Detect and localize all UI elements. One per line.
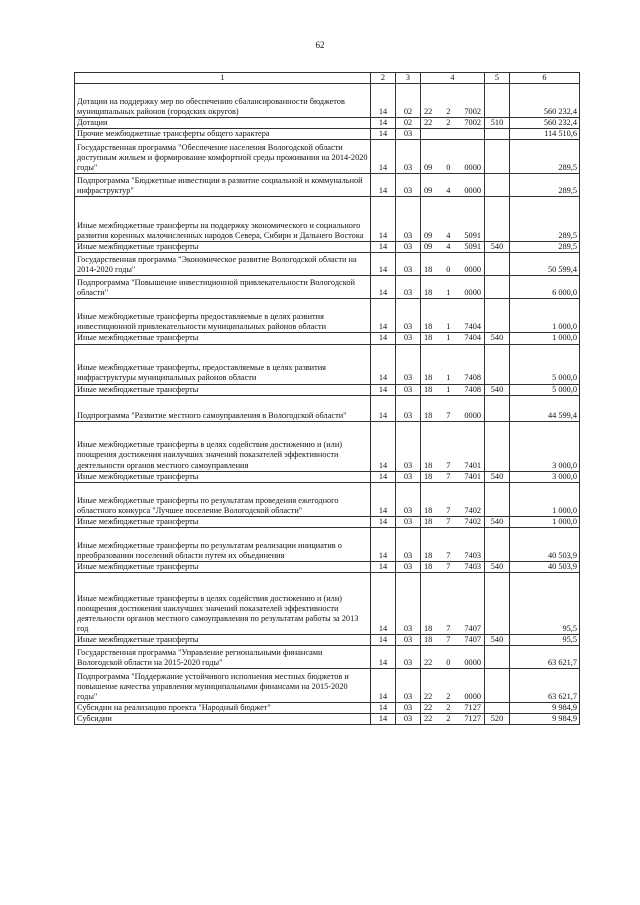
table-row (75, 572, 580, 634)
row-amount: 289,5 (510, 174, 580, 197)
table-row (75, 140, 580, 174)
row-expense-type: 520 (485, 714, 510, 725)
target-code-part: 22 (424, 703, 433, 713)
row-expense-type (485, 174, 510, 197)
target-code-part: 18 (424, 384, 433, 394)
row-target-code (421, 482, 485, 516)
target-code-part: 7 (446, 561, 451, 571)
row-subsection: 03 (396, 421, 421, 471)
row-subsection: 03 (396, 242, 421, 253)
row-target-code (421, 299, 485, 333)
row-amount: 95,5 (510, 634, 580, 645)
table-row (75, 384, 580, 395)
header-col-3: 3 (396, 73, 421, 84)
target-code-part: 7 (446, 505, 451, 515)
row-name: Иные межбюджетные трансферты на поддержку экономического и социального развития коренных малочисленных народов Севера, Сибири и Дальнего Востока (75, 197, 371, 242)
target-code-part: 4 (446, 186, 451, 196)
row-section: 14 (371, 174, 396, 197)
target-code-part: 0000 (464, 163, 481, 173)
table-row (75, 714, 580, 725)
table-row (75, 299, 580, 333)
header-col-1: 1 (75, 73, 371, 84)
row-amount: 289,5 (510, 197, 580, 242)
row-subsection: 03 (396, 140, 421, 174)
target-code-part: 18 (424, 288, 433, 298)
row-subsection: 03 (396, 253, 421, 276)
table-row (75, 242, 580, 253)
row-amount: 5 000,0 (510, 344, 580, 384)
target-code-part: 5091 (464, 242, 481, 252)
target-code-part: 7002 (464, 118, 481, 128)
page-number: 62 (315, 40, 325, 50)
target-code-part: 7127 (464, 703, 481, 713)
row-subsection: 03 (396, 197, 421, 242)
target-code-part: 7002 (464, 107, 481, 116)
target-code-part: 7407 (464, 634, 481, 644)
row-target-code (421, 395, 485, 421)
target-code-part: 2 (446, 703, 451, 713)
row-subsection: 03 (396, 174, 421, 197)
row-name: Подпрограмма "Повышение инвестиционной привлекательности Вологодской области" (75, 276, 371, 299)
row-amount: 3 000,0 (510, 421, 580, 471)
row-section: 14 (371, 421, 396, 471)
target-code-part: 0 (446, 163, 451, 173)
table-row (75, 634, 580, 645)
row-subsection: 03 (396, 572, 421, 634)
row-name: Дотации (75, 118, 371, 129)
row-expense-type: 540 (485, 561, 510, 572)
row-section: 14 (371, 197, 396, 242)
row-name: Субсидии (75, 714, 371, 725)
row-expense-type (485, 344, 510, 384)
table-row (75, 516, 580, 527)
row-amount: 5 000,0 (510, 384, 580, 395)
target-code-part: 7404 (464, 322, 481, 332)
target-code-part: 2 (446, 714, 451, 724)
target-code-part: 7127 (464, 714, 481, 724)
table-row (75, 482, 580, 516)
target-code-part: 22 (424, 657, 433, 667)
target-code-part: 18 (424, 505, 433, 515)
row-amount: 289,5 (510, 140, 580, 174)
row-section: 14 (371, 572, 396, 634)
row-expense-type (485, 253, 510, 276)
row-amount: 114 510,6 (510, 129, 580, 140)
target-code-part: 7403 (464, 561, 481, 571)
row-section: 14 (371, 384, 396, 395)
target-code-part: 18 (424, 373, 433, 383)
row-amount: 44 599,4 (510, 395, 580, 421)
row-amount: 1 000,0 (510, 333, 580, 344)
row-section: 14 (371, 482, 396, 516)
row-name: Прочие межбюджетные трансферты общего характера (75, 129, 371, 140)
row-subsection: 02 (396, 118, 421, 129)
target-code-part: 18 (424, 561, 433, 571)
row-subsection: 02 (396, 84, 421, 118)
row-amount: 40 503,9 (510, 561, 580, 572)
row-amount: 6 000,0 (510, 276, 580, 299)
row-amount: 1 000,0 (510, 299, 580, 333)
target-code-part: 2 (446, 691, 451, 701)
row-section: 14 (371, 118, 396, 129)
row-target-code (421, 174, 485, 197)
target-code-part: 2 (446, 118, 451, 128)
header-row (75, 73, 580, 84)
target-code-part: 0000 (464, 288, 481, 298)
table-row (75, 421, 580, 471)
row-target-code (421, 197, 485, 242)
table-row (75, 253, 580, 276)
table-row (75, 333, 580, 344)
row-section: 14 (371, 703, 396, 714)
target-code-part: 22 (424, 691, 433, 701)
target-code-part: 22 (424, 107, 433, 116)
row-name: Иные межбюджетные трансферты в целях содействия достижению и (или) поощрения достижения наилучших значений показателей эффективности деятельности органов местного самоуправления (75, 421, 371, 471)
row-section: 14 (371, 516, 396, 527)
row-subsection: 03 (396, 703, 421, 714)
row-amount: 289,5 (510, 242, 580, 253)
row-target-code (421, 703, 485, 714)
row-subsection: 03 (396, 129, 421, 140)
target-code-part: 7404 (464, 333, 481, 343)
header-col-4: 4 (421, 73, 485, 84)
row-expense-type (485, 482, 510, 516)
row-expense-type: 510 (485, 118, 510, 129)
target-code-part: 22 (424, 714, 433, 724)
row-expense-type (485, 140, 510, 174)
header-col-5: 5 (485, 73, 510, 84)
row-target-code (421, 344, 485, 384)
header-col-6: 6 (510, 73, 580, 84)
row-subsection: 03 (396, 714, 421, 725)
row-expense-type: 540 (485, 471, 510, 482)
target-code-part: 7 (446, 516, 451, 526)
row-expense-type (485, 299, 510, 333)
target-code-part: 0 (446, 657, 451, 667)
row-name: Подпрограмма "Развитие местного самоуправления в Вологодской области" (75, 395, 371, 421)
row-name: Иные межбюджетные трансферты (75, 242, 371, 253)
row-target-code (421, 714, 485, 725)
row-subsection: 03 (396, 333, 421, 344)
target-code-part: 4 (446, 231, 451, 241)
row-section: 14 (371, 561, 396, 572)
target-code-part: 18 (424, 410, 433, 420)
row-name: Дотации на поддержку мер по обеспечению сбалансированности бюджетов муниципальных районов (городских округов) (75, 84, 371, 118)
row-amount: 63 621,7 (510, 646, 580, 669)
table-body (75, 84, 580, 725)
table-row (75, 84, 580, 118)
row-target-code (421, 634, 485, 645)
target-code-part: 0000 (464, 410, 481, 420)
target-code-part: 18 (424, 623, 433, 633)
row-section: 14 (371, 527, 396, 561)
target-code-part: 0 (446, 265, 451, 275)
row-section: 14 (371, 471, 396, 482)
table-row (75, 344, 580, 384)
target-code-part: 7 (446, 634, 451, 644)
target-code-part: 7401 (464, 460, 481, 470)
row-amount: 1 000,0 (510, 516, 580, 527)
row-name: Субсидии на реализацию проекта "Народный бюджет" (75, 703, 371, 714)
row-expense-type (485, 395, 510, 421)
row-subsection: 03 (396, 561, 421, 572)
target-code-part: 5091 (464, 231, 481, 241)
row-expense-type: 540 (485, 242, 510, 253)
table-row (75, 669, 580, 703)
table-row (75, 703, 580, 714)
target-code-part: 1 (446, 322, 451, 332)
row-name: Иные межбюджетные трансферты по результатам проведения ежегодного областного конкурса "Лучшее поселение Вологодской области" (75, 482, 371, 516)
row-subsection: 03 (396, 299, 421, 333)
row-expense-type (485, 669, 510, 703)
budget-table (74, 72, 580, 725)
row-name: Иные межбюджетные трансферты в целях содействия достижению и (или) поощрения достижения наилучших значений показателей эффективности деятельности органов местного самоуправления по результатам работы за 2013 год (75, 572, 371, 634)
row-name: Подпрограмма "Поддержание устойчивого исполнения местных бюджетов и повышение качества управления муниципальными финансами на 2015-2020 годы" (75, 669, 371, 703)
row-amount: 560 232,4 (510, 84, 580, 118)
row-name: Иные межбюджетные трансферты (75, 516, 371, 527)
target-code-part: 18 (424, 516, 433, 526)
row-target-code (421, 527, 485, 561)
row-name: Иные межбюджетные трансферты (75, 634, 371, 645)
table-row (75, 197, 580, 242)
row-subsection: 03 (396, 482, 421, 516)
row-amount: 9 984,9 (510, 714, 580, 725)
row-section: 14 (371, 129, 396, 140)
table-row (75, 129, 580, 140)
target-code-part: 0000 (464, 657, 481, 667)
target-code-part: 0000 (464, 691, 481, 701)
row-target-code (421, 516, 485, 527)
target-code-part: 7407 (464, 623, 481, 633)
target-code-part: 7402 (464, 505, 481, 515)
row-name: Иные межбюджетные трансферты (75, 333, 371, 344)
row-amount: 560 232,4 (510, 118, 580, 129)
target-code-part: 18 (424, 634, 433, 644)
row-amount: 3 000,0 (510, 471, 580, 482)
row-section: 14 (371, 344, 396, 384)
target-code-part: 7 (446, 460, 451, 470)
row-amount: 95,5 (510, 572, 580, 634)
table-row (75, 174, 580, 197)
row-amount: 9 984,9 (510, 703, 580, 714)
target-code-part: 7408 (464, 373, 481, 383)
row-subsection: 03 (396, 634, 421, 645)
row-subsection: 03 (396, 395, 421, 421)
table-row (75, 276, 580, 299)
row-amount: 63 621,7 (510, 669, 580, 703)
target-code-part: 18 (424, 322, 433, 332)
target-code-part: 0000 (464, 186, 481, 196)
row-name: Иные межбюджетные трансферты (75, 561, 371, 572)
row-name: Иные межбюджетные трансферты (75, 471, 371, 482)
row-subsection: 03 (396, 471, 421, 482)
target-code-part: 22 (424, 118, 433, 128)
table-row (75, 395, 580, 421)
row-subsection: 03 (396, 384, 421, 395)
target-code-part: 7 (446, 471, 451, 481)
row-subsection: 03 (396, 516, 421, 527)
target-code-part: 1 (446, 373, 451, 383)
row-section: 14 (371, 669, 396, 703)
target-code-part: 18 (424, 265, 433, 275)
row-name: Иные межбюджетные трансферты (75, 384, 371, 395)
target-code-part: 7403 (464, 550, 481, 560)
row-name: Государственная программа "Обеспечение населения Вологодской области доступным жильем и формирование комфортной среды проживания на 2014-2020 годы" (75, 140, 371, 174)
row-subsection: 03 (396, 669, 421, 703)
target-code-part: 18 (424, 460, 433, 470)
row-name: Государственная программа "Управление региональными финансами Вологодской области на 2015-2020 годы" (75, 646, 371, 669)
row-section: 14 (371, 299, 396, 333)
row-target-code (421, 242, 485, 253)
target-code-part: 7 (446, 623, 451, 633)
target-code-part: 4 (446, 242, 451, 252)
row-target-code (421, 118, 485, 129)
target-code-part: 7408 (464, 384, 481, 394)
target-code-part: 09 (424, 163, 433, 173)
row-amount: 40 503,9 (510, 527, 580, 561)
row-subsection: 03 (396, 527, 421, 561)
target-code-part: 1 (446, 384, 451, 394)
row-target-code (421, 421, 485, 471)
row-expense-type (485, 572, 510, 634)
row-expense-type (485, 84, 510, 118)
row-expense-type: 540 (485, 634, 510, 645)
row-expense-type: 540 (485, 333, 510, 344)
row-expense-type: 540 (485, 516, 510, 527)
target-code-part: 09 (424, 186, 433, 196)
table-row (75, 118, 580, 129)
target-code-part: 7 (446, 550, 451, 560)
target-code-part: 7 (446, 410, 451, 420)
table-row (75, 646, 580, 669)
row-expense-type (485, 276, 510, 299)
row-expense-type (485, 197, 510, 242)
row-target-code (421, 471, 485, 482)
target-code-part: 7401 (464, 471, 481, 481)
target-code-part: 7402 (464, 516, 481, 526)
row-target-code (421, 253, 485, 276)
row-section: 14 (371, 140, 396, 174)
row-expense-type (485, 527, 510, 561)
row-section: 14 (371, 634, 396, 645)
target-code-part: 09 (424, 242, 433, 252)
row-subsection: 03 (396, 276, 421, 299)
row-target-code (421, 333, 485, 344)
target-code-part: 18 (424, 471, 433, 481)
row-target-code (421, 140, 485, 174)
target-code-part: 18 (424, 333, 433, 343)
row-section: 14 (371, 84, 396, 118)
row-section: 14 (371, 253, 396, 276)
row-target-code (421, 669, 485, 703)
row-expense-type (485, 703, 510, 714)
row-section: 14 (371, 714, 396, 725)
target-code-part: 18 (424, 550, 433, 560)
row-target-code (421, 646, 485, 669)
row-section: 14 (371, 646, 396, 669)
row-name: Государственная программа "Экономическое развитие Вологодской области на 2014-2020 годы" (75, 253, 371, 276)
target-code-part: 09 (424, 231, 433, 241)
row-expense-type: 540 (485, 384, 510, 395)
row-target-code (421, 276, 485, 299)
row-name: Иные межбюджетные трансферты по результатам реализации инициатив о преобразовании поселений области путем их объединения (75, 527, 371, 561)
row-name: Подпрограмма "Бюджетные инвестиции в развитие социальной и коммунальной инфраструктур" (75, 174, 371, 197)
row-name: Иные межбюджетные трансферты, предоставляемые в целях развития инфраструктуры муниципальных районов области (75, 344, 371, 384)
row-expense-type (485, 129, 510, 140)
row-target-code (421, 572, 485, 634)
row-target-code (421, 129, 485, 140)
table-row (75, 561, 580, 572)
row-amount: 1 000,0 (510, 482, 580, 516)
header-col-2: 2 (371, 73, 396, 84)
row-target-code (421, 84, 485, 118)
row-section: 14 (371, 276, 396, 299)
row-expense-type (485, 646, 510, 669)
row-section: 14 (371, 242, 396, 253)
table-row (75, 527, 580, 561)
row-expense-type (485, 421, 510, 471)
target-code-part: 1 (446, 333, 451, 343)
target-code-part: 0000 (464, 265, 481, 275)
row-name: Иные межбюджетные трансферты предоставляемые в целях развития инвестиционной привлекательности муниципальных районов области (75, 299, 371, 333)
row-section: 14 (371, 395, 396, 421)
row-target-code (421, 561, 485, 572)
target-code-part: 2 (446, 107, 451, 116)
row-amount: 50 599,4 (510, 253, 580, 276)
target-code-part: 1 (446, 288, 451, 298)
row-subsection: 03 (396, 646, 421, 669)
table-row (75, 471, 580, 482)
row-subsection: 03 (396, 344, 421, 384)
row-section: 14 (371, 333, 396, 344)
row-target-code (421, 384, 485, 395)
